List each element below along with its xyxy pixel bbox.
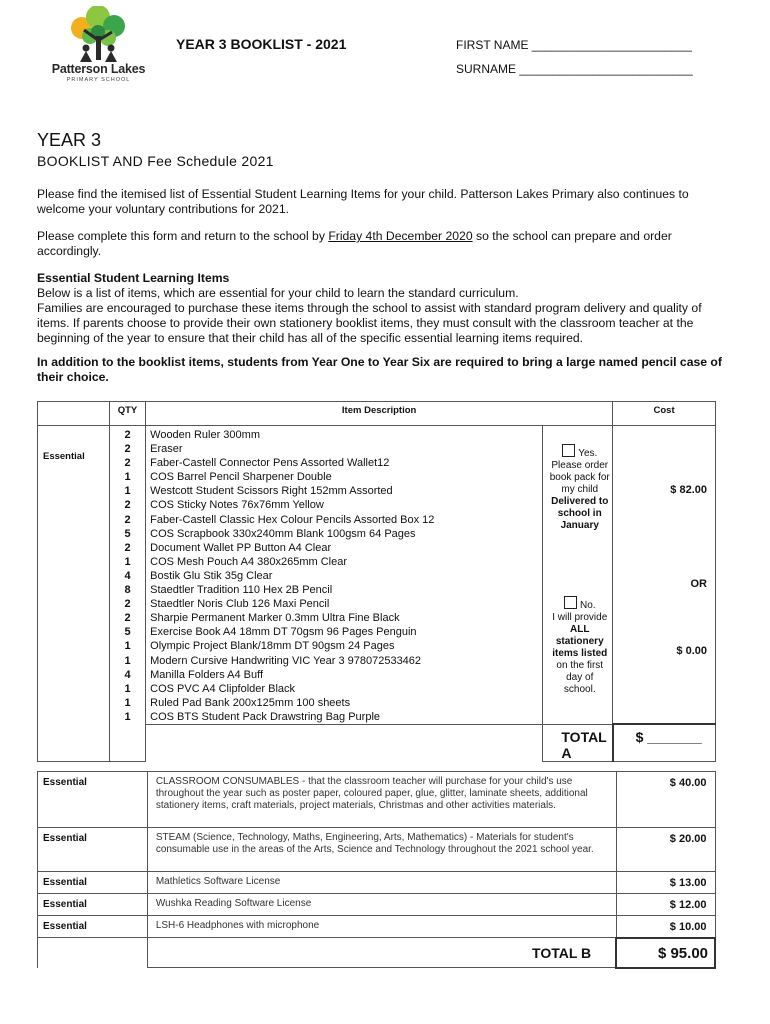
- booklist-title: YEAR 3 BOOKLIST - 2021: [176, 36, 347, 52]
- qty-5: 2: [124, 499, 131, 512]
- fee-cost: $ 12.00: [616, 894, 715, 916]
- fee-label: Essential: [38, 828, 148, 872]
- return-post: so the school can prepare and order accordingly.: [37, 229, 672, 258]
- fee-row: [38, 828, 716, 872]
- yes-cost: $ 82.00: [670, 484, 707, 496]
- total-spacer: [146, 724, 543, 761]
- fee-cost: $ 20.00: [616, 828, 715, 872]
- row-label: Essential: [38, 426, 110, 762]
- qty-list: [109, 426, 145, 762]
- item-desc: COS PVC A4 Clipfolder Black: [150, 682, 296, 695]
- total-b-row: [38, 938, 716, 968]
- qty-1: 2: [124, 443, 131, 456]
- qty-3: 1: [124, 471, 131, 484]
- or-label: OR: [690, 578, 707, 590]
- item-desc: Exercise Book A4 18mm DT 70gsm 96 Pages Penguin: [150, 626, 417, 639]
- fees-table: [37, 771, 716, 969]
- no-text1: I will provide: [552, 612, 608, 623]
- qty-16: 1: [124, 654, 131, 667]
- yes-option[interactable]: [549, 444, 610, 460]
- total-b-label: TOTAL B: [147, 938, 616, 968]
- fee-cost: $ 13.00: [616, 872, 715, 894]
- fee-desc: Wushka Reading Software License: [147, 894, 616, 916]
- fee-row: [38, 894, 716, 916]
- fee-desc: Mathletics Software License: [147, 872, 616, 894]
- qty-17: 4: [124, 668, 131, 681]
- school-name: Patterson Lakes: [51, 62, 146, 76]
- qty-7: 5: [124, 527, 131, 540]
- fee-desc: CLASSROOM CONSUMABLES - that the classroom teacher will purchase for your child's use throughout the year such as poster paper, coloured paper, glue, glitter, laminate sheets, additional stationery items, craft materials, project materials, Christmas and other activities materials.: [147, 772, 616, 828]
- choice-cell: [543, 426, 613, 725]
- item-desc: Westcott Student Scissors Right 152mm Assorted: [150, 485, 393, 498]
- school-sub: PRIMARY SCHOOL: [66, 77, 131, 83]
- intro-paragraph: Please find the itemised list of Essential Student Learning Items for your child. Patterson Lakes Primary also continues to welcome your voluntary contributions for 2021.: [37, 187, 689, 216]
- desc-header: Item Description: [146, 402, 613, 426]
- qty-6: 2: [124, 513, 131, 526]
- total-b-spacer: [38, 938, 148, 968]
- qty-12: 2: [124, 598, 131, 611]
- desc-list: [146, 426, 543, 725]
- item-desc: Document Wallet PP Button A4 Clear: [150, 541, 332, 554]
- item-desc: Staedtler Tradition 110 Hex 2B Pencil: [150, 584, 333, 597]
- no-text2: on the first day of school.: [556, 660, 604, 695]
- essential-line2: Families are encouraged to purchase these items through the school to assist with standard program delivery and quality of items. If parents choose to provide their own stationery booklist items, they must consult with the classroom teacher at the beginning of the year to ensure that their child has all of the specific essential learning items required.: [37, 301, 702, 345]
- cost-cell: [613, 426, 716, 725]
- item-desc: Sharpie Permanent Marker 0.3mm Ultra Fine Black: [150, 612, 400, 625]
- qty-header: QTY: [109, 402, 145, 426]
- yes-checkbox[interactable]: [562, 444, 575, 457]
- item-desc: Faber-Castell Connector Pens Assorted Wallet12: [150, 457, 390, 470]
- yes-label: Yes.: [578, 448, 598, 459]
- item-desc: Eraser: [150, 443, 183, 456]
- no-checkbox[interactable]: [564, 596, 577, 609]
- qty-18: 1: [124, 682, 131, 695]
- qty-19: 1: [124, 696, 131, 709]
- no-option[interactable]: [549, 596, 610, 612]
- tree-logo-icon: [36, 6, 161, 62]
- qty-0: 2: [124, 429, 131, 441]
- qty-2: 2: [124, 457, 131, 470]
- item-desc: COS Sticky Notes 76x76mm Yellow: [150, 499, 324, 512]
- item-desc: Faber-Castell Classic Hex Colour Pencils Assorted Box 12: [150, 513, 435, 526]
- fee-label: Essential: [38, 916, 148, 938]
- fee-cost: $ 10.00: [616, 916, 715, 938]
- item-desc: Modern Cursive Handwriting VIC Year 3 978072533462: [150, 654, 422, 667]
- items-row: [38, 426, 716, 725]
- header-blank: [38, 402, 110, 426]
- yes-text: Please order book pack for my child: [549, 460, 610, 495]
- fee-row: [38, 872, 716, 894]
- qty-8: 2: [124, 541, 131, 554]
- pencil-note: In addition to the booklist items, students from Year One to Year Six are required to bring a large named pencil case of their choice.: [37, 355, 722, 384]
- page-subheading: BOOKLIST AND Fee Schedule 2021: [37, 153, 274, 169]
- school-logo: [36, 6, 161, 84]
- fee-row: [38, 916, 716, 938]
- item-desc: Manilla Folders A4 Buff: [150, 668, 264, 681]
- no-cost: $ 0.00: [676, 645, 707, 657]
- item-desc: Staedtler Noris Club 126 Maxi Pencil: [150, 598, 330, 611]
- booklist-table: [37, 401, 716, 762]
- item-desc: Bostik Glu Stik 35g Clear: [150, 569, 273, 582]
- qty-11: 8: [124, 584, 131, 597]
- item-desc: Wooden Ruler 300mm: [150, 429, 260, 441]
- total-a-label: TOTAL A: [543, 724, 613, 761]
- essential-heading: Essential Student Learning Items: [37, 271, 230, 285]
- page-heading: YEAR 3: [37, 130, 102, 150]
- fee-label: Essential: [38, 894, 148, 916]
- total-b-value: $ 95.00: [616, 938, 715, 968]
- fee-row: [38, 772, 716, 828]
- qty-13: 2: [124, 612, 131, 625]
- item-desc: COS Mesh Pouch A4 380x265mm Clear: [150, 555, 348, 568]
- cost-header: Cost: [613, 402, 716, 426]
- return-paragraph: [37, 229, 737, 259]
- table-header-row: [38, 402, 716, 426]
- yes-delivery: Delivered to school in January: [551, 496, 609, 531]
- first-name-field[interactable]: FIRST NAME ________________________: [456, 38, 692, 52]
- fee-label: Essential: [38, 772, 148, 828]
- surname-field[interactable]: SURNAME __________________________: [456, 62, 693, 76]
- qty-4: 1: [124, 485, 131, 498]
- essential-line1: Below is a list of items, which are essential for your child to learn the standard curriculum.: [37, 286, 519, 300]
- fee-desc: LSH-6 Headphones with microphone: [147, 916, 616, 938]
- item-desc: COS Scrapbook 330x240mm Blank 100gsm 64 Pages: [150, 527, 416, 540]
- total-a-value[interactable]: $ _______: [613, 724, 716, 761]
- item-desc: COS Barrel Pencil Sharpener Double: [150, 471, 332, 484]
- item-desc: COS BTS Student Pack Drawstring Bag Purple: [150, 710, 381, 723]
- fee-label: Essential: [38, 872, 148, 894]
- fee-desc: STEAM (Science, Technology, Maths, Engineering, Arts, Mathematics) - Materials for student's consumable use in the areas of the Arts, Science and Technology throughout the 2021 school year.: [147, 828, 616, 872]
- qty-10: 4: [124, 569, 131, 582]
- essential-section: [37, 271, 737, 346]
- return-pre: Please complete this form and return to the school by: [37, 229, 329, 243]
- fee-cost: $ 40.00: [616, 772, 715, 828]
- item-desc: Ruled Pad Bank 200x125mm 100 sheets: [150, 696, 351, 709]
- qty-20: 1: [124, 710, 131, 723]
- no-label: No.: [579, 600, 596, 611]
- qty-14: 5: [124, 626, 131, 639]
- no-stationery: ALL stationery items listed: [552, 624, 608, 659]
- qty-9: 1: [124, 555, 131, 568]
- qty-15: 1: [124, 640, 131, 653]
- return-date: Friday 4th December 2020: [328, 229, 473, 243]
- item-desc: Olympic Project Blank/18mm DT 90gsm 24 Pages: [150, 640, 395, 653]
